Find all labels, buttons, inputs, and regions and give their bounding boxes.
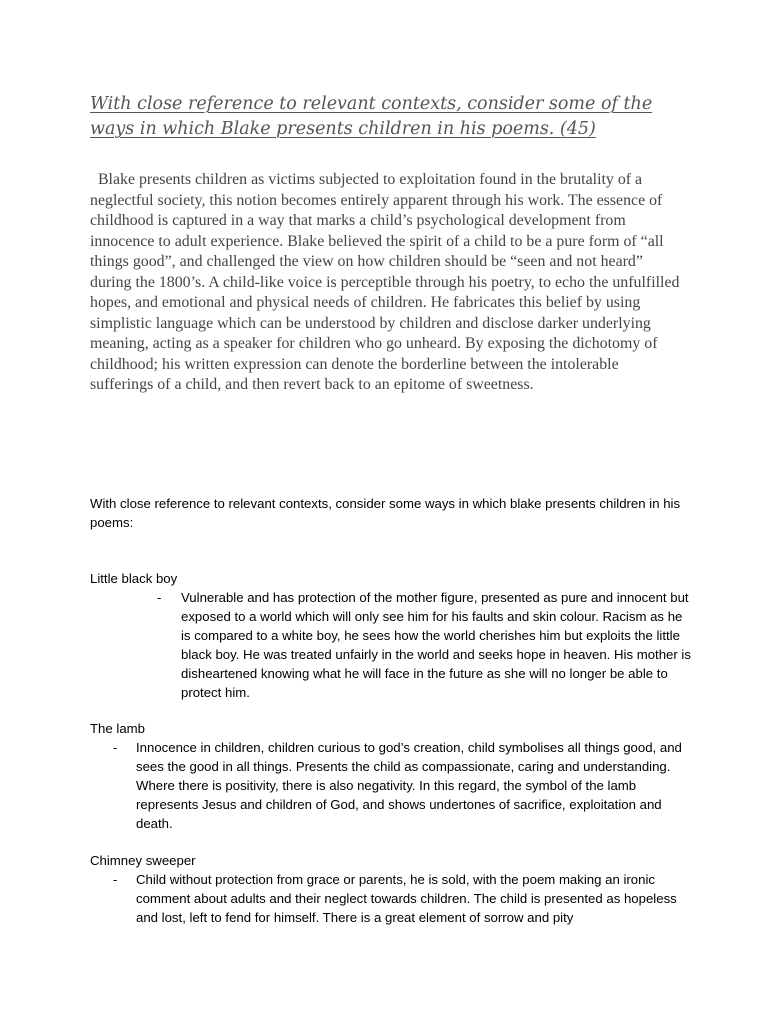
bullet-text-the-lamb: Innocence in children, children curious to god’s creation, child symbolises all things good, and sees the good in all things. Presents the child as compassionate, caring and understanding. Where there is positivity, there is also negativity. In this regard, the symbol of the lamb represents Jesus and children of God, and shows undertones of sacrifice, exploitation and death. <box>136 740 682 831</box>
section-title-little-black-boy: Little black boy <box>90 571 178 586</box>
bullet-marker: - <box>157 590 162 605</box>
bullet-text-little-black-boy: Vulnerable and has protection of the mother figure, presented as pure and innocent but exposed to a world which will only see him for his faults and skin colour. Racism as he is compared to a white boy, he sees how the world cherishes him but exploits the little black boy. He was treated unfairly in the world and seeks hope in heaven. His mother is disheartened knowing what he will face in the future as she will no longer be able to protect him. <box>181 590 691 700</box>
bullet-marker: - <box>113 872 118 887</box>
bullet-marker: - <box>113 740 118 755</box>
intro-paragraph: Blake presents children as victims subjected to exploitation found in the brutality of a neglectful society, this notion becomes entirely apparent through his work. The essence of childhood is captured in a way that marks a child’s psychological development from innocence to adult experience. Blake believed the spirit of a child to be a pure form of “all things good”, and challenged the view on how children should be “seen and not heard” during the 1800’s. A child-like voice is perceptible through his poetry, to echo the unfulfilled hopes, and emotional and physical needs of children. He fabricates this belief by using simplistic language which can be understood by children and disclose darker underlying meaning, acting as a speaker for children who go unheard. By exposing the dichotomy of childhood; his written expression can denote the borderline between the intolerable sufferings of a child, and then revert back to an epitome of sweetness. <box>90 171 684 393</box>
section-title-chimney-sweeper: Chimney sweeper <box>90 853 196 868</box>
essay-title: With close reference to relevant contexts, consider some of the ways in which Blake presents children in his poems. (45) <box>90 94 653 139</box>
notes-heading: With close reference to relevant contexts, consider some ways in which blake presents children in his poems: <box>90 496 681 530</box>
section-title-the-lamb: The lamb <box>90 721 145 736</box>
bullet-text-chimney-sweeper: Child without protection from grace or parents, he is sold, with the poem making an ironic comment about adults and their neglect towards children. The child is presented as hopeless and lost, left to fend for himself. There is a great element of sorrow and pity <box>136 872 677 925</box>
